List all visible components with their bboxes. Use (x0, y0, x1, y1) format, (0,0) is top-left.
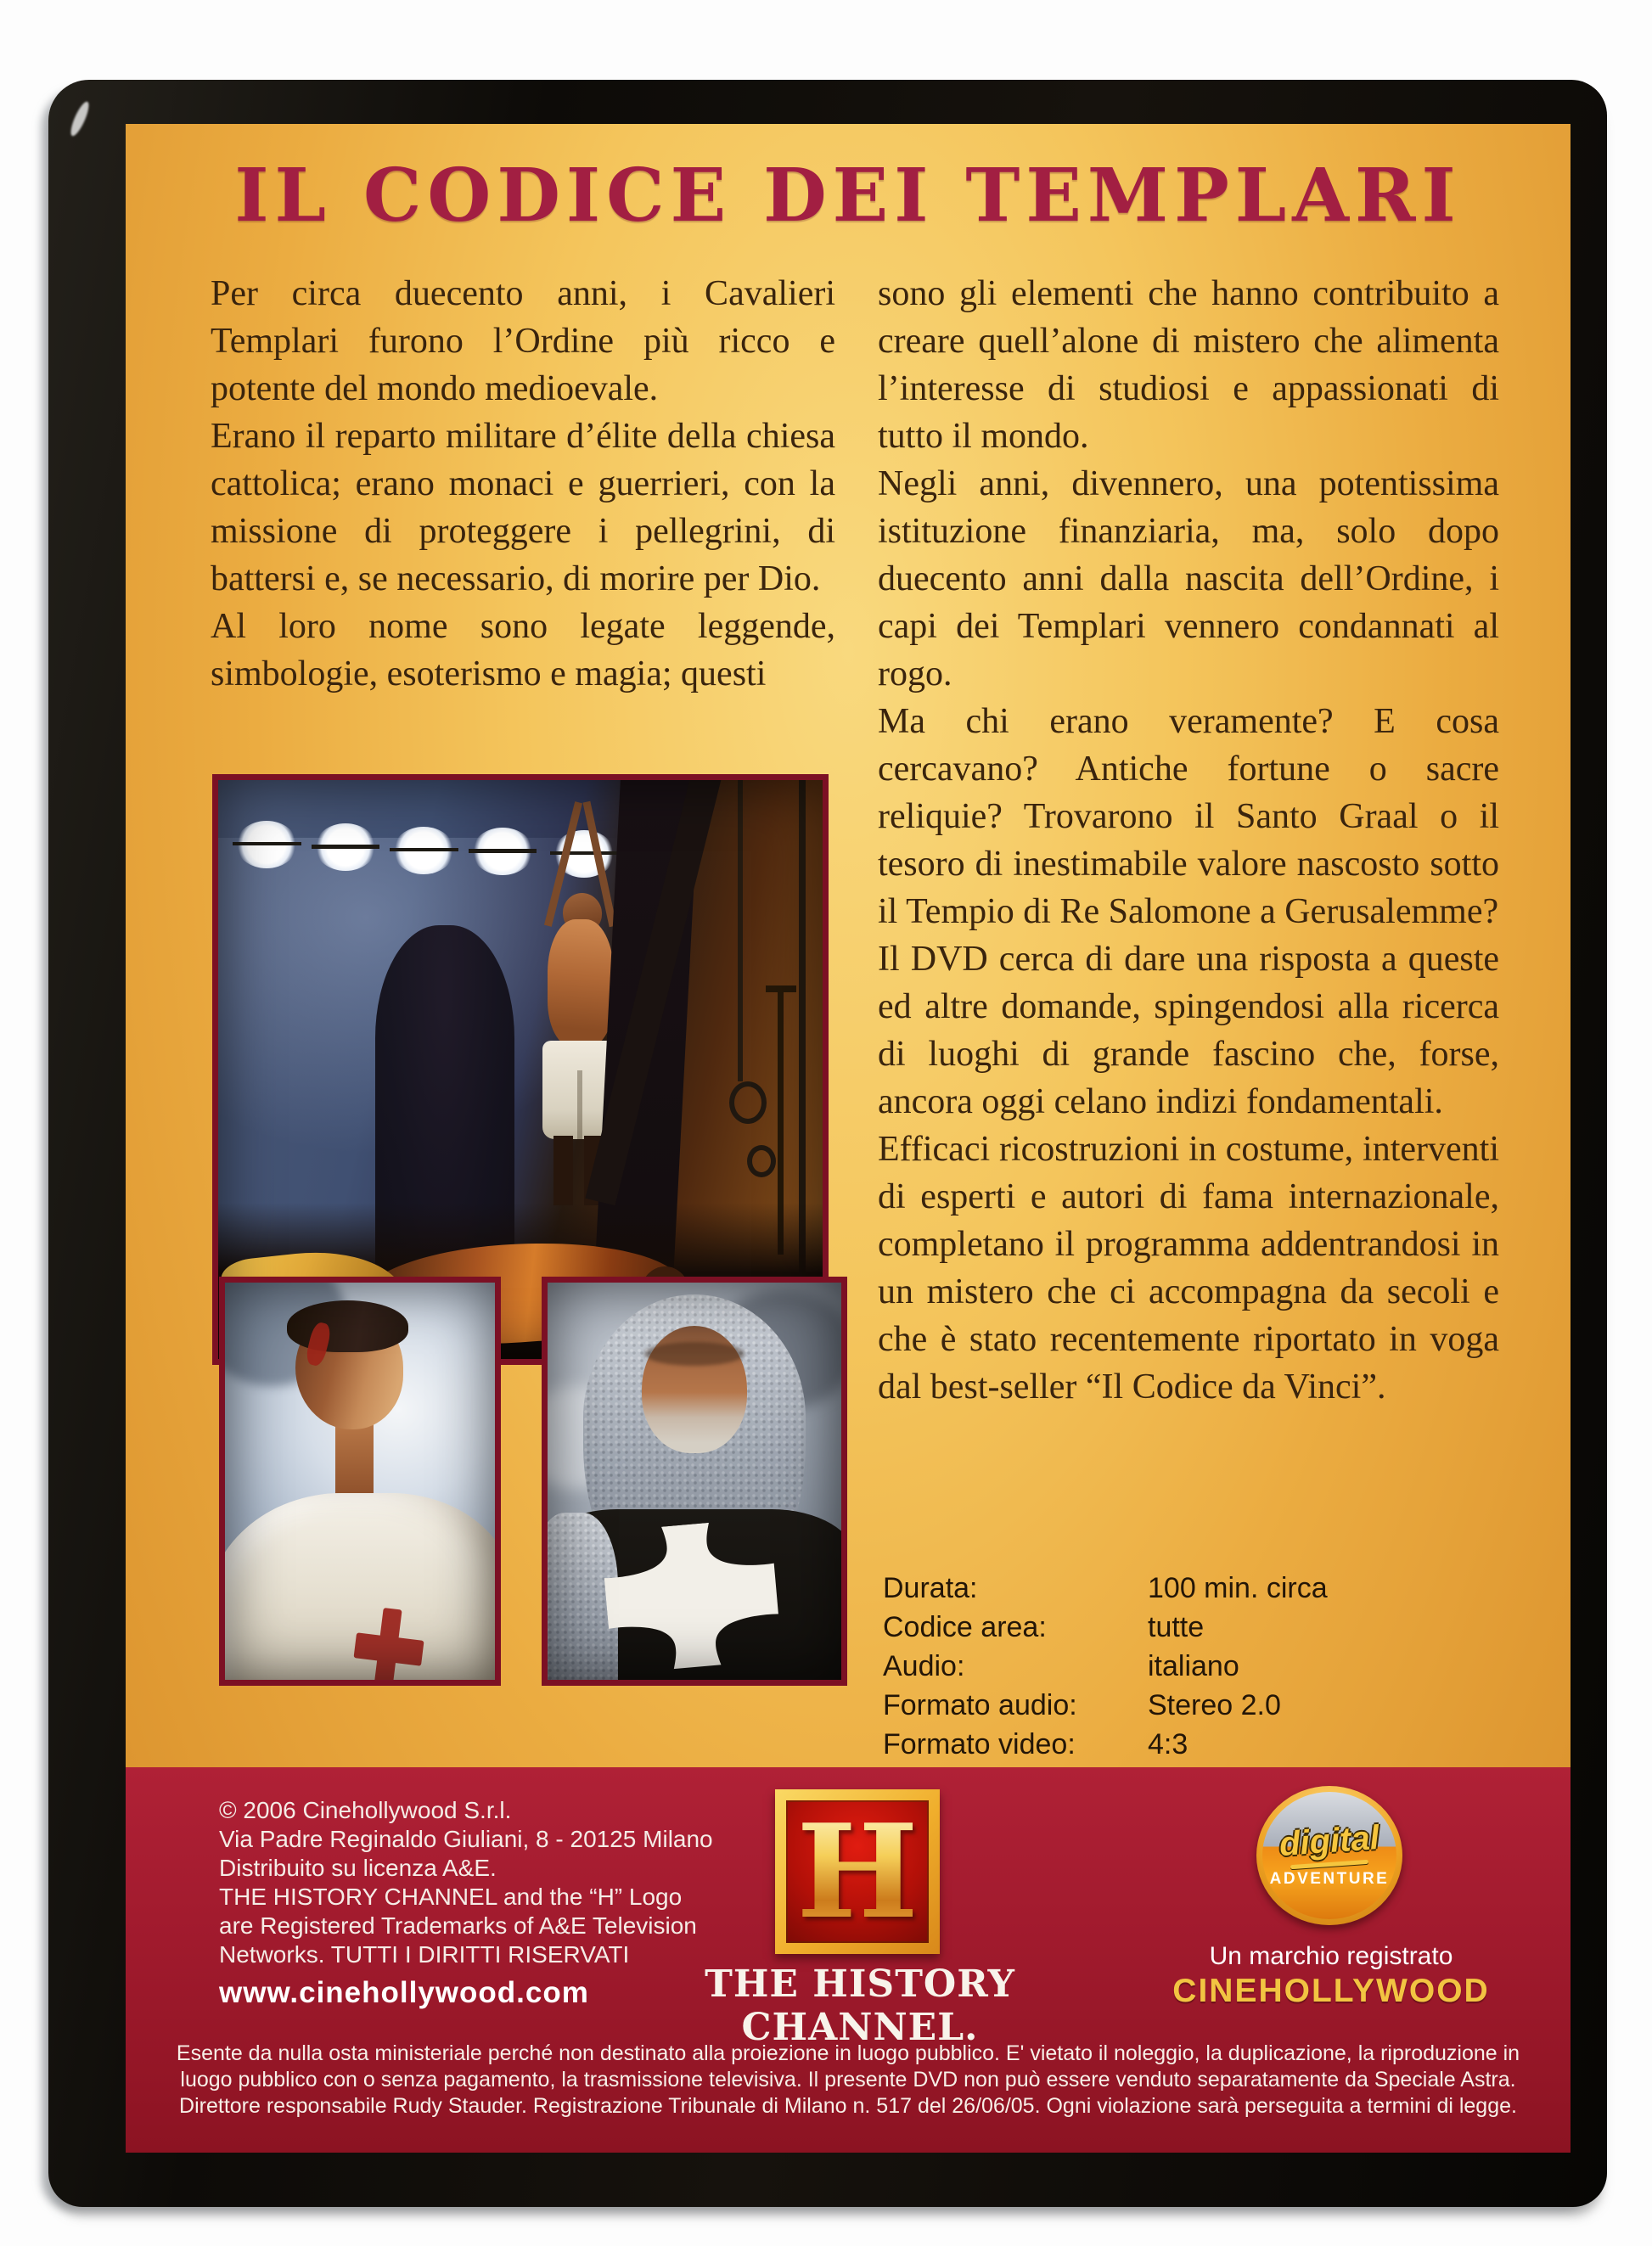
spec-value: 100 min. circa (1148, 1572, 1328, 1604)
spec-value: tutte (1148, 1611, 1205, 1643)
legal-block (219, 1796, 713, 1969)
spec-label: Codice area: (883, 1611, 1047, 1643)
website-url: www.cinehollywood.com (219, 1976, 589, 2009)
spec-label: Formato video: (883, 1728, 1076, 1760)
history-h-icon: H (796, 1795, 919, 1947)
page-title: IL CODICE DEI TEMPLARI (234, 153, 1462, 239)
digital-wordmark: digital (1278, 1818, 1381, 1864)
photo-vignette (548, 1283, 841, 1680)
dvd-specs (883, 1569, 1328, 1764)
legal-line: are Registered Trademarks of A&E Television (219, 1912, 697, 1939)
spec-value: 4:3 (1148, 1728, 1188, 1760)
history-channel-wordmark: THE HISTORY CHANNEL. (705, 1962, 1015, 2049)
paragraph: Al loro nome sono legate leggende, simbologie, esoterismo e magia; questi (211, 607, 835, 693)
digital-adventure-badge-inner (1262, 1792, 1396, 1919)
spec-row-durata (883, 1569, 1328, 1608)
paragraph: Efficaci ricostruzioni in costume, interventi di esperti e autori di fama internazionale, completano il programma addentrandosi in un mistero che ci accompagna da secoli e che è stato recentemente riportato in voga dal best-seller “Il Codice da Vinci”. (878, 1130, 1499, 1407)
spec-label: Durata: (883, 1572, 978, 1604)
spec-label: Audio: (883, 1650, 965, 1682)
history-channel-logo-inner (786, 1795, 929, 1947)
legal-disclaimer (126, 2041, 1571, 2120)
cinehollywood-brand: CINEHOLLYWOOD (1172, 1973, 1490, 2009)
disclaimer-line: Direttore responsabile Rudy Stauder. Registrazione Tribunale di Milano n. 517 del 26/06/05. Ogni violazione sarà perseguita a termini di legge. (179, 2094, 1517, 2118)
legal-line: THE HISTORY CHANNEL and the “H” Logo (219, 1884, 683, 1910)
history-channel-logo (775, 1789, 940, 1954)
photo-vignette (225, 1283, 495, 1680)
legal-line: Distribuito su licenza A&E. (219, 1855, 497, 1881)
spec-row-codice-area (883, 1608, 1328, 1647)
spec-row-audio (883, 1647, 1328, 1686)
paragraph: Erano il reparto militare d’élite della chiesa cattolica; erano monaci e guerrieri, con la missione di proteggere i pellegrini, di battersi e, se necessario, di morire per Dio. (211, 417, 835, 598)
adventure-wordmark: ADVENTURE (1269, 1870, 1390, 1888)
spec-label: Formato audio: (883, 1689, 1077, 1721)
spec-row-formato-audio (883, 1686, 1328, 1725)
paragraph: sono gli elementi che hanno contribuito a creare quell’alone di mistero che alimenta l’interesse di studiosi e appassionati di tutto il mondo. (878, 274, 1499, 456)
registered-trademark-note: Un marchio registrato (1209, 1942, 1453, 1970)
cover-insert (126, 124, 1571, 2153)
paragraph: Ma chi erano veramente? E cosa cercavano? Antiche fortune o sacre reliquie? Trovarono il Santo Graal o il tesoro di inestimabile valore nascosto sotto il Tempio di Re Salomone a Gerusalemme? (878, 702, 1499, 931)
spec-value: italiano (1148, 1650, 1239, 1682)
spec-value: Stereo 2.0 (1148, 1689, 1281, 1721)
digital-adventure-badge (1256, 1786, 1402, 1925)
spec-row-formato-video (883, 1725, 1328, 1764)
footer-band (126, 1767, 1571, 2153)
photo-knight (542, 1277, 847, 1686)
legal-line: Networks. TUTTI I DIRITTI RISERVATI (219, 1941, 630, 1968)
paragraph: Il DVD cerca di dare una risposta a queste ed altre domande, spingendosi alla ricerca di luoghi di grande fascino che, forse, ancora oggi celano indizi fondamentali. (878, 940, 1499, 1121)
legal-line: Via Padre Reginaldo Giuliani, 8 - 20125 Milano (219, 1826, 713, 1852)
paragraph: Per circa duecento anni, i Cavalieri Templari furono l’Ordine più ricco e potente del mondo medioevale. (211, 274, 835, 408)
paragraph: Negli anni, divennero, una potentissima istituzione finanziaria, ma, solo dopo duecento anni dalla nascita dell’Ordine, i capi dei Templari vennero condannati al rogo. (878, 464, 1499, 693)
photo-templar-man (219, 1277, 501, 1686)
synopsis-column-left (211, 270, 835, 698)
disclaimer-line: luogo pubblico con o senza pagamento, la trasmissione televisiva. Il presente DVD non può essere venduto separatamente da Speciale Astra. (180, 2068, 1516, 2092)
legal-line: © 2006 Cinehollywood S.r.l. (219, 1797, 512, 1823)
photo-vignette (218, 780, 823, 1359)
disclaimer-line: Esente da nulla osta ministeriale perché non destinato alla proiezione in luogo pubblico. E' vietato il noleggio, la duplicazione, la riproduzione in (176, 2041, 1520, 2065)
synopsis-column-right (878, 270, 1499, 1411)
